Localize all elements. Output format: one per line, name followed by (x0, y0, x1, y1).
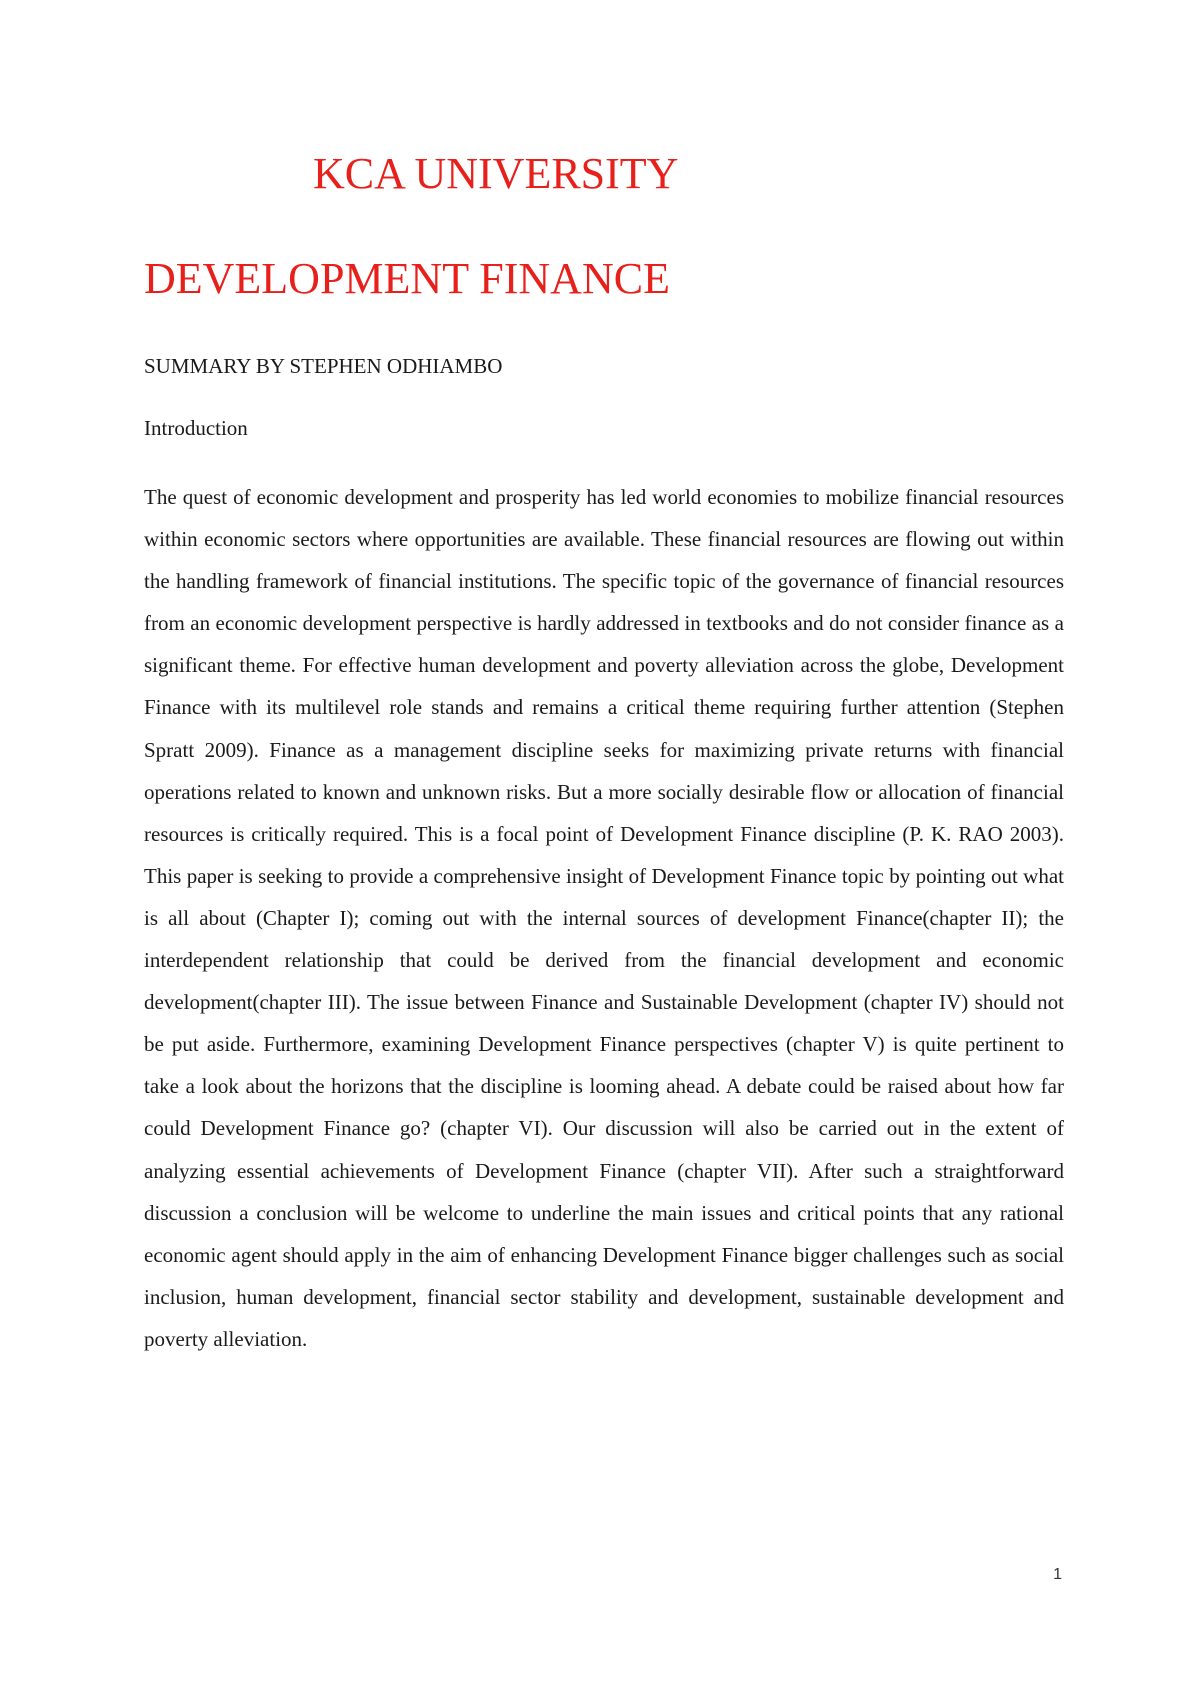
course-title: DEVELOPMENT FINANCE (144, 254, 670, 303)
page-number: 1 (1053, 1566, 1062, 1583)
introduction-paragraph: The quest of economic development and prosperity has led world economies to mobilize financial resources within economic sectors where opportunities are available. These financial resources are flowing out within the handling framework of financial institutions. The specific topic of the governance of financial resources from an economic development perspective is hardly addressed in textbooks and do not consider finance as a significant theme. For effective human development and poverty alleviation across the globe, Development Finance with its multilevel role stands and remains a critical theme requiring further attention (Stephen Spratt 2009). Finance as a management discipline seeks for maximizing private returns with financial operations related to known and unknown risks. But a more socially desirable flow or allocation of financial resources is critically required. This is a focal point of Development Finance discipline (P. K. RAO 2003). This paper is seeking to provide a comprehensive insight of Development Finance topic by pointing out what is all about (Chapter I); coming out with the internal sources of development Finance(chapter II); the interdependent relationship that could be derived from the financial development and economic development(chapter III). The issue between Finance and Sustainable Development (chapter IV) should not be put aside. Furthermore, examining Development Finance perspectives (chapter V) is quite pertinent to take a look about the horizons that the discipline is looming ahead. A debate could be raised about how far could Development Finance go? (chapter VI). Our discussion will also be carried out in the extent of analyzing essential achievements of Development Finance (chapter VII). After such a straightforward discussion a conclusion will be welcome to underline the main issues and critical points that any rational economic agent should apply in the aim of enhancing Development Finance bigger challenges such as social inclusion, human development, financial sector stability and development, sustainable development and poverty alleviation. (144, 485, 1064, 1351)
author-line: SUMMARY BY STEPHEN ODHIAMBO (144, 354, 503, 378)
section-heading-introduction: Introduction (144, 416, 248, 440)
university-title: KCA UNIVERSITY (313, 149, 679, 198)
